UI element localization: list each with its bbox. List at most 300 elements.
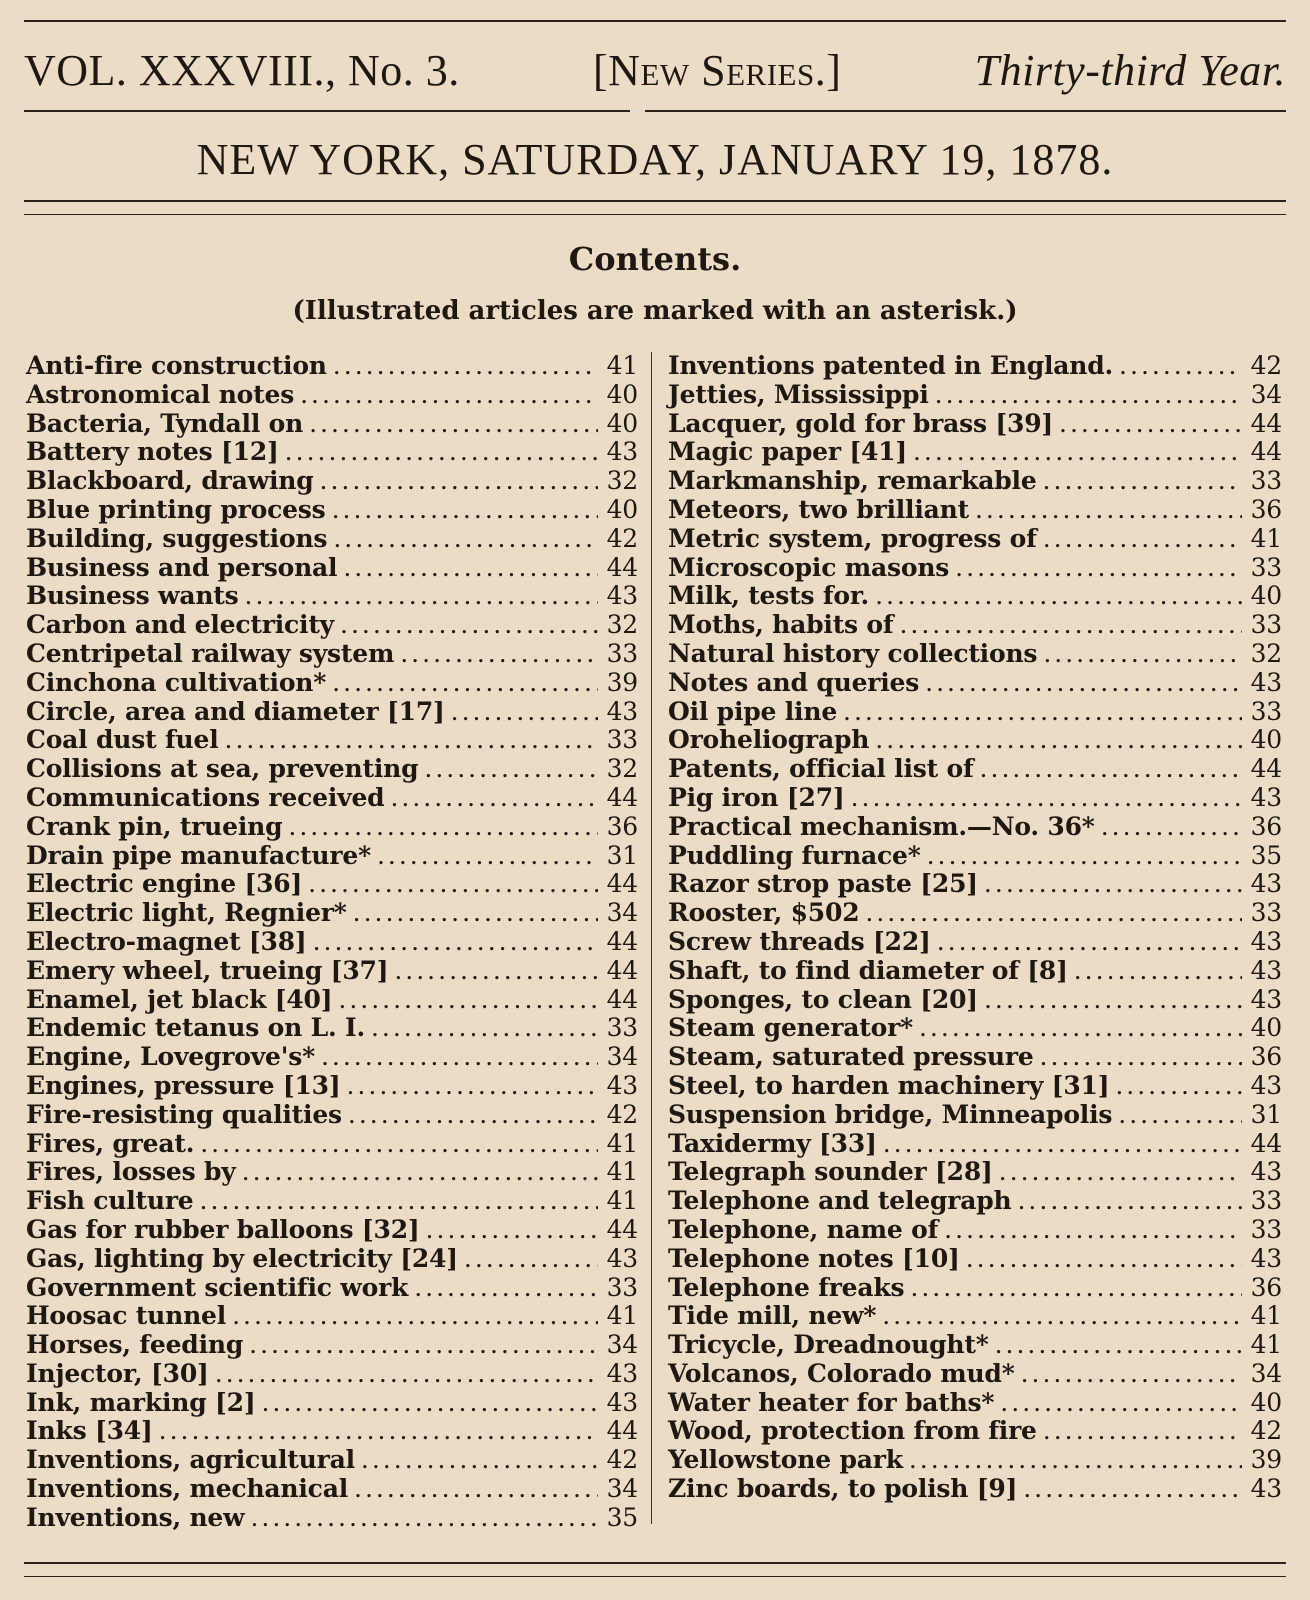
entry-page-number: 42 bbox=[606, 1099, 638, 1129]
entry-page-number: 36 bbox=[606, 811, 638, 841]
contents-entry bbox=[668, 1101, 1282, 1130]
entry-page-number: 33 bbox=[1250, 1186, 1282, 1216]
entry-page-number: 36 bbox=[1250, 811, 1282, 841]
dot-leader bbox=[865, 899, 1242, 928]
dot-leader bbox=[354, 1475, 598, 1504]
dot-leader bbox=[883, 1130, 1242, 1159]
contents-entry bbox=[26, 1417, 638, 1446]
top-rule bbox=[24, 20, 1286, 22]
entry-title: Suspension bridge, Minneapolis bbox=[668, 1099, 1113, 1129]
dot-leader bbox=[1074, 957, 1242, 986]
entry-page-number: 35 bbox=[606, 1502, 638, 1532]
entry-page-number: 43 bbox=[1250, 984, 1282, 1014]
contents-entry bbox=[668, 611, 1282, 640]
entry-title: Yellowstone park bbox=[668, 1445, 903, 1475]
entry-page-number: 44 bbox=[1250, 754, 1282, 784]
entry-title: Anti-fire construction bbox=[26, 351, 327, 380]
dot-leader bbox=[955, 554, 1242, 583]
entry-title: Bacteria, Tyndall on bbox=[26, 408, 304, 438]
dot-leader bbox=[361, 1446, 598, 1475]
entry-title: Telephone notes [10] bbox=[668, 1243, 960, 1273]
dot-leader bbox=[250, 1504, 598, 1533]
contents-entry bbox=[26, 438, 638, 467]
entry-page-number: 33 bbox=[606, 1272, 638, 1302]
contents-entry bbox=[26, 1130, 638, 1159]
dot-leader bbox=[348, 1101, 598, 1130]
entry-page-number: 41 bbox=[606, 1301, 638, 1331]
contents-entry bbox=[26, 669, 638, 698]
contents-entry bbox=[668, 582, 1282, 611]
dot-leader bbox=[944, 1216, 1242, 1245]
rule-under-volume-left bbox=[24, 110, 630, 112]
entry-page-number: 43 bbox=[606, 1070, 638, 1100]
entry-title: Hoosac tunnel bbox=[26, 1301, 227, 1331]
contents-entry bbox=[668, 842, 1282, 871]
entry-title: Crank pin, trueing bbox=[26, 811, 283, 841]
entry-title: Ink, marking [2] bbox=[26, 1387, 256, 1417]
entry-title: Pig iron [27] bbox=[668, 782, 845, 812]
contents-entry bbox=[26, 1302, 638, 1331]
dot-leader bbox=[1119, 352, 1242, 381]
contents-entry bbox=[26, 813, 638, 842]
entry-title: Gas, lighting by electricity [24] bbox=[26, 1243, 458, 1273]
dot-leader bbox=[346, 1072, 598, 1101]
entry-page-number: 34 bbox=[1250, 379, 1282, 409]
entry-title: Tricycle, Dreadnought* bbox=[668, 1330, 989, 1360]
entry-title: Steam generator* bbox=[668, 1013, 913, 1043]
dot-leader bbox=[245, 582, 598, 611]
entry-page-number: 43 bbox=[1250, 667, 1282, 697]
contents-entry bbox=[668, 554, 1282, 583]
dot-leader bbox=[1115, 1072, 1242, 1101]
contents-entry bbox=[26, 525, 638, 554]
dot-leader bbox=[1043, 640, 1242, 669]
entry-title: Circle, area and diameter [17] bbox=[26, 696, 445, 726]
contents-entry bbox=[26, 1446, 638, 1475]
entry-page-number: 44 bbox=[606, 955, 638, 985]
dot-leader bbox=[309, 410, 598, 439]
dot-leader bbox=[333, 352, 598, 381]
entry-title: Fires, losses by bbox=[26, 1157, 236, 1187]
entry-page-number: 41 bbox=[606, 351, 638, 380]
dot-leader bbox=[400, 640, 598, 669]
dot-leader bbox=[353, 899, 598, 928]
dot-leader bbox=[285, 438, 598, 467]
entry-page-number: 39 bbox=[606, 667, 638, 697]
dot-leader bbox=[875, 582, 1242, 611]
entry-title: Inventions, mechanical bbox=[26, 1474, 349, 1504]
entry-title: Natural history collections bbox=[668, 638, 1038, 668]
entry-title: Fish culture bbox=[26, 1186, 194, 1216]
entry-title: Inventions, agricultural bbox=[26, 1445, 355, 1475]
entry-page-number: 41 bbox=[606, 1128, 638, 1158]
dot-leader bbox=[882, 1302, 1242, 1331]
dot-leader bbox=[919, 1014, 1242, 1043]
entry-page-number: 43 bbox=[606, 1358, 638, 1388]
entry-page-number: 40 bbox=[1250, 725, 1282, 755]
entry-title: Steam, saturated pressure bbox=[668, 1042, 1034, 1072]
dot-leader bbox=[1043, 1417, 1242, 1446]
entry-title: Zinc boards, to polish [9] bbox=[668, 1474, 1018, 1504]
entry-page-number: 33 bbox=[1250, 610, 1282, 640]
entry-title: Oil pipe line bbox=[668, 696, 838, 726]
entry-title: Water heater for baths* bbox=[668, 1387, 995, 1417]
dot-leader bbox=[1023, 1475, 1242, 1504]
dot-leader bbox=[200, 1187, 599, 1216]
entry-title: Coal dust fuel bbox=[26, 725, 219, 755]
entry-title: Screw threads [22] bbox=[668, 926, 931, 956]
contents-entry bbox=[668, 1187, 1282, 1216]
entry-page-number: 33 bbox=[1250, 466, 1282, 496]
dot-leader bbox=[925, 669, 1242, 698]
entry-page-number: 34 bbox=[606, 1474, 638, 1504]
entry-page-number: 40 bbox=[1250, 1387, 1282, 1417]
dot-leader bbox=[843, 698, 1242, 727]
contents-entry bbox=[26, 1389, 638, 1418]
dot-leader bbox=[426, 1216, 598, 1245]
contents-left-column bbox=[26, 352, 638, 1533]
contents-entry bbox=[668, 669, 1282, 698]
contents-entry bbox=[26, 784, 638, 813]
year-label: Thirty-third Year. bbox=[974, 45, 1286, 95]
dot-leader bbox=[320, 467, 598, 496]
entry-page-number: 36 bbox=[1250, 1272, 1282, 1302]
entry-page-number: 43 bbox=[606, 437, 638, 467]
dot-leader bbox=[910, 1274, 1242, 1303]
dot-leader bbox=[913, 438, 1242, 467]
dot-leader bbox=[332, 669, 598, 698]
volume-line bbox=[24, 40, 1286, 100]
entry-title: Steel, to harden machinery [31] bbox=[668, 1070, 1110, 1100]
dot-leader bbox=[338, 986, 598, 1015]
entry-page-number: 41 bbox=[1250, 523, 1282, 553]
dot-leader bbox=[225, 726, 599, 755]
entry-page-number: 44 bbox=[1250, 437, 1282, 467]
entry-page-number: 43 bbox=[1250, 1070, 1282, 1100]
entry-title: Engines, pressure [13] bbox=[26, 1070, 341, 1100]
entry-title: Telephone and telegraph bbox=[668, 1186, 1012, 1216]
contents-entry bbox=[26, 381, 638, 410]
entry-page-number: 44 bbox=[606, 869, 638, 899]
entry-page-number: 44 bbox=[1250, 1128, 1282, 1158]
series-label: [New Series.] bbox=[593, 45, 842, 95]
dot-leader bbox=[1021, 1360, 1242, 1389]
entry-title: Collisions at sea, preventing bbox=[26, 754, 419, 784]
contents-entry bbox=[668, 698, 1282, 727]
entry-title: Emery wheel, trueing [37] bbox=[26, 955, 389, 985]
entry-page-number: 34 bbox=[606, 898, 638, 928]
dot-leader bbox=[390, 784, 598, 813]
entry-page-number: 33 bbox=[606, 638, 638, 668]
contents-entry bbox=[668, 1360, 1282, 1389]
dot-leader bbox=[200, 1130, 598, 1159]
entry-page-number: 43 bbox=[1250, 926, 1282, 956]
dot-leader bbox=[215, 1360, 598, 1389]
contents-entry bbox=[26, 1216, 638, 1245]
entry-page-number: 44 bbox=[606, 984, 638, 1014]
dot-leader bbox=[159, 1417, 598, 1446]
dot-leader bbox=[288, 813, 598, 842]
entry-title: Enamel, jet black [40] bbox=[26, 984, 333, 1014]
contents-entry bbox=[26, 842, 638, 871]
dot-leader bbox=[909, 1446, 1242, 1475]
entry-page-number: 42 bbox=[1250, 1416, 1282, 1446]
dot-leader bbox=[975, 496, 1242, 525]
dot-leader bbox=[1017, 1187, 1242, 1216]
contents-entry bbox=[668, 784, 1282, 813]
entry-page-number: 36 bbox=[1250, 1042, 1282, 1072]
contents-entry bbox=[26, 640, 638, 669]
dot-leader bbox=[451, 698, 598, 727]
contents-entry bbox=[668, 870, 1282, 899]
entry-page-number: 43 bbox=[1250, 782, 1282, 812]
rule-under-date bbox=[24, 200, 1286, 202]
dot-leader bbox=[464, 1245, 598, 1274]
contents-entry bbox=[668, 986, 1282, 1015]
contents-entry bbox=[668, 1245, 1282, 1274]
entry-page-number: 44 bbox=[606, 1416, 638, 1446]
contents-entry bbox=[26, 1187, 638, 1216]
entry-page-number: 43 bbox=[606, 696, 638, 726]
entry-title: Patents, official list of bbox=[668, 754, 974, 784]
entry-title: Notes and queries bbox=[668, 667, 920, 697]
entry-page-number: 33 bbox=[1250, 1214, 1282, 1244]
contents-entry bbox=[26, 1072, 638, 1101]
entry-page-number: 41 bbox=[1250, 1330, 1282, 1360]
contents-entry bbox=[668, 352, 1282, 381]
entry-page-number: 34 bbox=[606, 1330, 638, 1360]
rule-under-volume-right bbox=[645, 110, 1286, 112]
entry-title: Building, suggestions bbox=[26, 523, 328, 553]
entry-title: Electric engine [36] bbox=[26, 869, 303, 899]
contents-entry bbox=[26, 611, 638, 640]
entry-title: Microscopic masons bbox=[668, 552, 950, 582]
dot-leader bbox=[333, 525, 598, 554]
dot-leader bbox=[321, 1043, 598, 1072]
entry-title: Centripetal railway system bbox=[26, 638, 395, 668]
entry-page-number: 42 bbox=[606, 1445, 638, 1475]
entry-page-number: 44 bbox=[606, 926, 638, 956]
dot-leader bbox=[343, 554, 598, 583]
contents-entry bbox=[26, 1043, 638, 1072]
contents-entry bbox=[26, 1158, 638, 1187]
contents-entry bbox=[668, 381, 1282, 410]
entry-title: Taxidermy [33] bbox=[668, 1128, 877, 1158]
contents-entry bbox=[668, 957, 1282, 986]
dot-leader bbox=[875, 726, 1242, 755]
contents-entry bbox=[668, 928, 1282, 957]
entry-page-number: 33 bbox=[1250, 696, 1282, 726]
entry-title: Gas for rubber balloons [32] bbox=[26, 1214, 420, 1244]
entry-page-number: 36 bbox=[1250, 494, 1282, 524]
dot-leader bbox=[937, 928, 1242, 957]
entry-page-number: 40 bbox=[1250, 1013, 1282, 1043]
entry-page-number: 42 bbox=[1250, 351, 1282, 380]
contents-entry bbox=[668, 410, 1282, 439]
entry-title: Sponges, to clean [20] bbox=[668, 984, 978, 1014]
entry-title: Practical mechanism.—No. 36* bbox=[668, 811, 1095, 841]
entry-page-number: 41 bbox=[606, 1186, 638, 1216]
contents-entry bbox=[668, 1475, 1282, 1504]
contents-entry bbox=[668, 1302, 1282, 1331]
contents-entry bbox=[26, 1274, 638, 1303]
contents-heading: Contents. bbox=[568, 240, 742, 278]
entry-page-number: 31 bbox=[1250, 1099, 1282, 1129]
contents-entry bbox=[668, 1417, 1282, 1446]
dot-leader bbox=[394, 957, 598, 986]
contents-entry bbox=[26, 554, 638, 583]
entry-title: Telegraph sounder [28] bbox=[668, 1157, 993, 1187]
dot-leader bbox=[340, 611, 598, 640]
entry-page-number: 32 bbox=[606, 754, 638, 784]
entry-page-number: 34 bbox=[606, 1042, 638, 1072]
entry-title: Cinchona cultivation* bbox=[26, 667, 327, 697]
contents-entry bbox=[26, 698, 638, 727]
contents-entry bbox=[668, 899, 1282, 928]
dot-leader bbox=[995, 1331, 1242, 1360]
entry-title: Endemic tetanus on L. I. bbox=[26, 1013, 365, 1043]
contents-entry bbox=[26, 410, 638, 439]
dot-leader bbox=[424, 755, 598, 784]
entry-title: Meteors, two brilliant bbox=[668, 494, 969, 524]
dot-leader bbox=[1101, 813, 1242, 842]
dot-leader bbox=[249, 1331, 598, 1360]
entry-title: Telephone, name of bbox=[668, 1214, 939, 1244]
dot-leader bbox=[308, 870, 598, 899]
entry-page-number: 43 bbox=[606, 581, 638, 611]
contents-entry bbox=[26, 899, 638, 928]
entry-title: Lacquer, gold for brass [39] bbox=[668, 408, 1054, 438]
contents-entry bbox=[668, 1130, 1282, 1159]
contents-entry bbox=[668, 1446, 1282, 1475]
contents-entry bbox=[26, 957, 638, 986]
contents-entry bbox=[26, 870, 638, 899]
entry-page-number: 32 bbox=[606, 466, 638, 496]
contents-entry bbox=[668, 755, 1282, 784]
contents-entry bbox=[26, 467, 638, 496]
dot-leader bbox=[1000, 1389, 1242, 1418]
contents-entry bbox=[26, 1360, 638, 1389]
entry-title: Rooster, $502 bbox=[668, 898, 860, 928]
entry-page-number: 44 bbox=[606, 1214, 638, 1244]
entry-title: Drain pipe manufacture* bbox=[26, 840, 371, 870]
entry-page-number: 40 bbox=[606, 494, 638, 524]
entry-page-number: 44 bbox=[1250, 408, 1282, 438]
contents-entry bbox=[26, 1014, 638, 1043]
contents-entry bbox=[668, 640, 1282, 669]
entry-title: Battery notes [12] bbox=[26, 437, 279, 467]
entry-title: Telephone freaks bbox=[668, 1272, 905, 1302]
entry-title: Blue printing process bbox=[26, 494, 326, 524]
contents-entry bbox=[668, 496, 1282, 525]
entry-page-number: 40 bbox=[1250, 581, 1282, 611]
entry-page-number: 32 bbox=[1250, 638, 1282, 668]
contents-entry bbox=[668, 1158, 1282, 1187]
entry-page-number: 41 bbox=[606, 1157, 638, 1187]
entry-page-number: 43 bbox=[606, 1387, 638, 1417]
entry-page-number: 32 bbox=[606, 610, 638, 640]
entry-page-number: 41 bbox=[1250, 1301, 1282, 1331]
contents-entry bbox=[668, 1389, 1282, 1418]
entry-page-number: 44 bbox=[606, 552, 638, 582]
dot-leader bbox=[414, 1274, 598, 1303]
entry-page-number: 40 bbox=[606, 408, 638, 438]
entry-page-number: 43 bbox=[1250, 1474, 1282, 1504]
entry-title: Oroheliograph bbox=[668, 725, 870, 755]
entry-title: Fires, great. bbox=[26, 1128, 195, 1158]
entry-title: Business and personal bbox=[26, 552, 338, 582]
contents-entry bbox=[26, 1245, 638, 1274]
rule-under-date-thin bbox=[24, 214, 1286, 215]
entry-page-number: 33 bbox=[606, 1013, 638, 1043]
entry-title: Wood, protection from fire bbox=[668, 1416, 1037, 1446]
dot-leader bbox=[332, 496, 598, 525]
entry-title: Metric system, progress of bbox=[668, 523, 1037, 553]
dot-leader bbox=[232, 1302, 598, 1331]
volume-number: VOL. XXXVIII., No. 3. bbox=[24, 45, 460, 95]
contents-entry bbox=[26, 726, 638, 755]
column-divider bbox=[651, 352, 652, 1524]
dot-leader bbox=[935, 381, 1242, 410]
entry-page-number: 44 bbox=[606, 782, 638, 812]
bottom-rule bbox=[24, 1562, 1286, 1564]
contents-entry bbox=[668, 525, 1282, 554]
contents-entry bbox=[668, 1216, 1282, 1245]
contents-entry bbox=[668, 1072, 1282, 1101]
dot-leader bbox=[899, 611, 1242, 640]
contents-entry bbox=[668, 1014, 1282, 1043]
contents-entry bbox=[668, 438, 1282, 467]
contents-entry bbox=[26, 1331, 638, 1360]
contents-entry bbox=[26, 1101, 638, 1130]
entry-title: Astronomical notes bbox=[26, 379, 295, 409]
entry-page-number: 33 bbox=[606, 725, 638, 755]
dot-leader bbox=[300, 381, 598, 410]
entry-page-number: 42 bbox=[606, 523, 638, 553]
entry-title: Jetties, Mississippi bbox=[668, 379, 929, 409]
entry-page-number: 43 bbox=[606, 1243, 638, 1273]
entry-page-number: 34 bbox=[1250, 1358, 1282, 1388]
dot-leader bbox=[1059, 410, 1242, 439]
entry-page-number: 35 bbox=[1250, 840, 1282, 870]
entry-page-number: 33 bbox=[1250, 552, 1282, 582]
entry-title: Milk, tests for. bbox=[668, 581, 870, 611]
entry-page-number: 43 bbox=[1250, 869, 1282, 899]
contents-entry bbox=[668, 813, 1282, 842]
contents-entry bbox=[668, 467, 1282, 496]
entry-page-number: 31 bbox=[606, 840, 638, 870]
entry-title: Razor strop paste [25] bbox=[668, 869, 978, 899]
entry-title: Markmanship, remarkable bbox=[668, 466, 1037, 496]
entry-title: Engine, Lovegrove's* bbox=[26, 1042, 315, 1072]
dot-leader bbox=[927, 842, 1242, 871]
entry-title: Shaft, to find diameter of [8] bbox=[668, 955, 1068, 985]
dot-leader bbox=[966, 1245, 1242, 1274]
entry-title: Government scientific work bbox=[26, 1272, 409, 1302]
entry-title: Carbon and electricity bbox=[26, 610, 335, 640]
entry-title: Inks [34] bbox=[26, 1416, 153, 1446]
entry-title: Puddling furnace* bbox=[668, 840, 921, 870]
entry-page-number: 43 bbox=[1250, 1157, 1282, 1187]
dot-leader bbox=[1118, 1101, 1242, 1130]
entry-title: Tide mill, new* bbox=[668, 1301, 877, 1331]
contents-entry bbox=[668, 1331, 1282, 1360]
dot-leader bbox=[242, 1158, 598, 1187]
entry-page-number: 40 bbox=[606, 379, 638, 409]
dot-leader bbox=[313, 928, 598, 957]
entry-title: Volcanos, Colorado mud* bbox=[668, 1358, 1015, 1388]
dot-leader bbox=[984, 986, 1242, 1015]
